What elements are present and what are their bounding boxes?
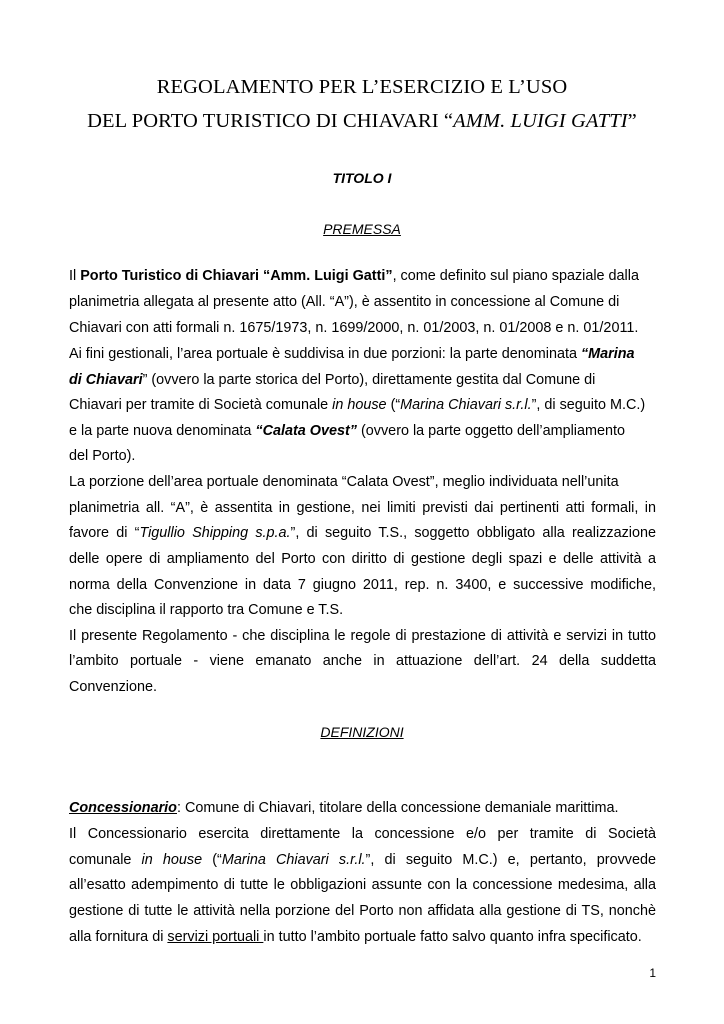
text: Ai fini gestionali, l’area portuale è suddivisa in due porzioni: la parte denominata	[69, 346, 581, 362]
term-concessionario: Concessionario	[69, 800, 177, 816]
premessa-line: delle opere di ampliamento del Porto con diritto di gestione degli spazi e delle attività a	[69, 551, 656, 567]
title-text: DEL PORTO TURISTICO DI CHIAVARI “	[87, 110, 454, 132]
document-title-line-1: REGOLAMENTO PER L’ESERCIZIO E L’USO	[156, 76, 568, 98]
bold-italic-text: di Chiavari	[69, 372, 143, 388]
italic-text: in house	[141, 852, 203, 868]
definizioni-heading: DEFINIZIONI	[320, 724, 404, 740]
title-italic-text: AMM. LUIGI GATTI	[453, 110, 628, 132]
italic-text: Marina Chiavari s.r.l.	[221, 852, 366, 868]
text: ”, di seguito M.C.) e, pertanto, provvede	[365, 852, 656, 868]
text: favore di “	[69, 525, 140, 541]
premessa-line: che disciplina il rapporto tra Comune e T.S.	[69, 602, 344, 618]
bold-text: Porto Turistico di Chiavari “Amm. Luigi Gatti”	[80, 268, 393, 284]
italic-text: in house	[332, 397, 387, 413]
text: (“	[202, 852, 222, 868]
text: ”, di seguito T.S., soggetto obbligato alla realizzazione	[290, 525, 656, 541]
bold-italic-text: “Calata Ovest”	[255, 423, 357, 439]
definizioni-line	[69, 798, 619, 818]
premessa-line: Convenzione.	[69, 679, 158, 695]
premessa-line	[69, 266, 639, 286]
definizioni-line	[69, 850, 656, 870]
premessa-line: l’ambito portuale - viene emanato anche in attuazione dell’art. 24 della suddetta	[69, 653, 656, 669]
premessa-line: planimetria allegata al presente atto (All. “A”), è assentito in concessione al Comune di	[69, 294, 620, 310]
text: ”, di seguito M.C.)	[531, 397, 646, 413]
text: (“	[386, 397, 401, 413]
premessa-line: Chiavari con atti formali n. 1675/1973, n. 1699/2000, n. 01/2003, n. 01/2008 e n. 01/2011.	[69, 320, 639, 336]
title-closing-quote: ”	[627, 110, 637, 132]
premessa-line	[69, 421, 625, 441]
italic-text: Marina Chiavari s.r.l.	[400, 397, 532, 413]
document-title-line-2	[0, 110, 724, 133]
premessa-line: Il presente Regolamento - che disciplina le regole di prestazione di attività e servizi in tutto	[69, 628, 656, 644]
text: comunale	[69, 852, 142, 868]
premessa-line: del Porto).	[69, 448, 136, 464]
text: Chiavari per tramite di Società comunale	[69, 397, 333, 413]
text: Il	[69, 268, 81, 284]
definizioni-line	[69, 927, 642, 947]
premessa-line	[69, 370, 595, 390]
text: , come definito sul piano spaziale dalla	[392, 268, 639, 284]
premessa-heading: PREMESSA	[323, 221, 401, 237]
definizioni-line: all’esatto adempimento di tutte le obbligazioni assunte con la concessione medesima, alla	[69, 877, 656, 893]
page-number: 1	[649, 966, 656, 980]
text: alla fornitura di	[69, 929, 168, 945]
premessa-line	[69, 344, 635, 364]
bold-italic-text: “Marina	[580, 346, 635, 362]
premessa-line: planimetria all. “A”, è assentita in gestione, nei limiti previsti dai pertinenti atti formali, in	[69, 500, 656, 516]
text: e la parte nuova denominata	[69, 423, 256, 439]
premessa-line	[69, 395, 645, 415]
text: ” (ovvero la parte storica del Porto), direttamente gestita dal Comune di	[142, 372, 596, 388]
underlined-text: servizi portuali	[167, 929, 264, 945]
definizioni-line: Il Concessionario esercita direttamente la concessione e/o per tramite di Società	[69, 826, 656, 842]
premessa-line: norma della Convenzione in data 7 giugno 2011, rep. n. 3400, e successive modifiche,	[69, 577, 656, 593]
definizioni-line: gestione di tutte le attività nella porzione del Porto non affidata alla gestione di TS, nonchè	[69, 903, 656, 919]
text: (ovvero la parte oggetto dell’ampliamento	[357, 423, 625, 439]
text: : Comune di Chiavari, titolare della concessione demaniale marittima.	[176, 800, 619, 816]
titolo-heading: TITOLO I	[332, 170, 392, 186]
premessa-line	[69, 523, 656, 543]
premessa-line: La porzione dell’area portuale denominata “Calata Ovest”, meglio individuata nell’unita	[69, 474, 619, 490]
text: in tutto l’ambito portuale fatto salvo quanto infra specificato.	[263, 929, 642, 945]
italic-text: Tigullio Shipping s.p.a.	[139, 525, 291, 541]
